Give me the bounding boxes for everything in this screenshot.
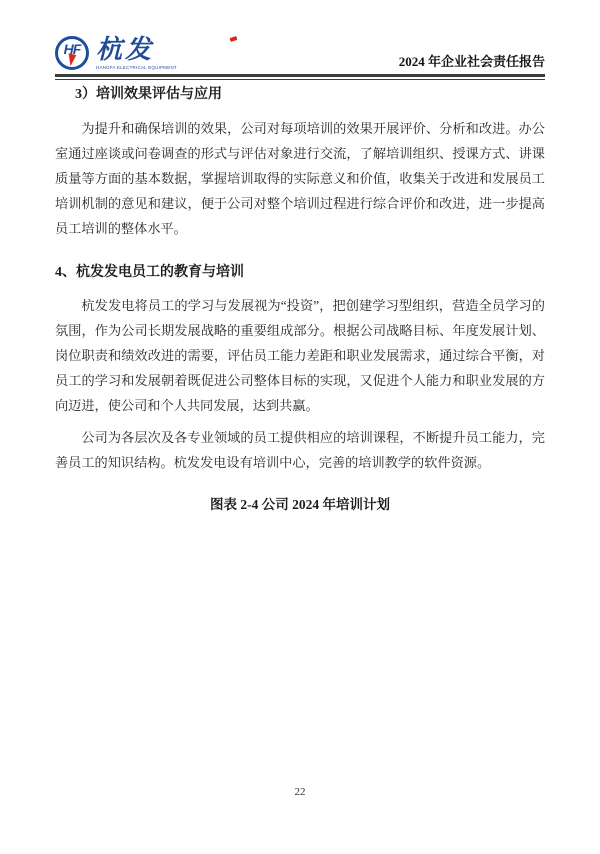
logo-red-accent-icon — [230, 36, 238, 42]
company-logo — [55, 36, 243, 74]
logo-brand-english: HANGFA ELECTRICAL EQUIPMENT — [96, 65, 177, 70]
report-title: 2024 年企业社会责任报告 — [398, 54, 545, 69]
figure-caption: 图表 2-4 公司 2024 年培训计划 — [210, 497, 390, 512]
logo-brand-chinese — [96, 36, 243, 64]
paragraph-education-strategy: 杭发发电将员工的学习与发展视为“投资”，把创建学习型组织，营造全员学习的氛围，作为公司长期发展战略的重要组成部分。根据公司战略目标、年度发展计划、岗位职责和绩效改进的需要，评估员工能力差距和职业发展需求，通过综合平衡，对员工的学习和发展朝着既促进公司整体目标的实现，又促进个人能力和职业发展的方向迈进，使公司和个人共同发展，达到共赢。 — [55, 298, 545, 413]
page-content — [55, 0, 545, 513]
logo-red-swoosh-icon — [66, 53, 77, 67]
logo-text-block — [96, 36, 243, 74]
section-3-heading: 3）培训效果评估与应用 — [75, 87, 222, 102]
paragraph-training-courses: 公司为各层次及各专业领域的员工提供相应的培训课程，不断提升员工能力，完善员工的知识结构。杭发发电设有培训中心，完善的培训教学的软件资源。 — [55, 430, 545, 470]
paragraph-training-evaluation: 为提升和确保培训的效果，公司对每项培训的效果开展评价、分析和改进。办公室通过座谈或问卷调查的形式与评估对象进行交流，了解培训组织、授课方式、讲课质量等方面的基本数据，掌握培训取得的实际意义和价值，收集关于改进和发展员工培训机制的意见和建议，便于公司对整个培训过程进行综合评价和改进，进一步提高员工培训的整体水平。 — [55, 121, 545, 236]
logo-brand-chinese-text: 杭发 — [96, 35, 155, 64]
logo-monogram: HF — [63, 41, 81, 57]
hf-emblem-icon — [55, 36, 89, 70]
header-divider — [55, 74, 545, 80]
page-number: 22 — [294, 786, 306, 798]
section-4-heading: 4、杭发发电员工的教育与培训 — [55, 265, 244, 280]
page-header — [55, 30, 545, 74]
